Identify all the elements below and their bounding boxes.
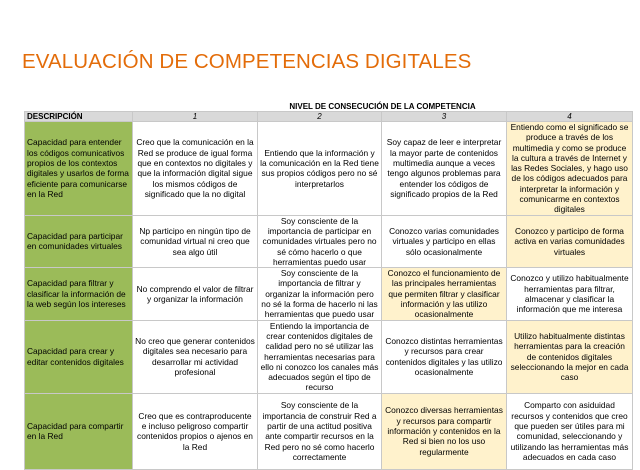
capacidad-cell: Capacidad para participar en comunidades virtuales (25, 215, 133, 267)
level-3-cell: Soy capaz de leer e interpretar la mayor parte de contenidos multimedia aunque a veces tengo algunos problemas para entender los códigos de significado propios de la Red (382, 122, 507, 216)
table-row (25, 268, 633, 320)
level-header-2: 2 (258, 112, 382, 122)
level-2-cell: Soy consciente de la importancia de construir Red a partir de una actitud positiva ante compartir recursos en la Red pero no sé como hacerlo correctamente (258, 393, 382, 469)
level-4-cell: Utilizo habitualmente distintas herramientas para la creación de contenidos digitales seleccionando la mejor en cada caso (507, 320, 633, 393)
level-header-4: 4 (507, 112, 633, 122)
nivel-header: NIVEL DE CONSECUCIÓN DE LA COMPETENCIA (133, 102, 633, 112)
table-row (25, 320, 633, 393)
level-1-cell: Np participo en ningún tipo de comunidad virtual ni creo que sea algo útil (133, 215, 258, 267)
level-1-cell: Creo que la comunicación en la Red se produce de igual forma que en contextos no digitales y que la información digital sigue los mismos códigos de significado que la no digital (133, 122, 258, 216)
level-4-cell: Entiendo como el significado se produce a través de los multimedia y como se produce la cultura a través de Internet y las Redes Sociales, y hago uso de los códigos adecuados para interpretar la información y comunicarme en contextos digitales (507, 122, 633, 216)
table-row (25, 393, 633, 469)
table-header-row (25, 112, 633, 122)
level-4-cell: Conozco y utilizo habitualmente herramientas para filtrar, almacenar y clasificar la información que me interesa (507, 268, 633, 320)
level-header-3: 3 (382, 112, 507, 122)
level-3-cell: Conozco distintas herramientas y recursos para crear contenidos digitales y las utilizo ocasionalmente (382, 320, 507, 393)
level-3-cell: Conozco varias comunidades virtuales y participo en ellas sólo ocasionalmente (382, 215, 507, 267)
capacidad-cell: Capacidad para entender los códigos comunicativos propios de los contextos digitales y usarlos de forma eficiente para comunicarse en la Red (25, 122, 133, 216)
level-4-cell: Comparto con asiduidad recursos y contenidos que creo que pueden ser útiles para mi comunidad, seleccionando y utilizando las herramientas más adecuados en cada caso (507, 393, 633, 469)
level-header-1: 1 (133, 112, 258, 122)
level-3-cell: Conozco el funcionamiento de las principales herramientas que permiten filtrar y clasificar información y las utilizo ocasionalmente (382, 268, 507, 320)
table-row (25, 215, 633, 267)
table-row (25, 122, 633, 216)
level-1-cell: No comprendo el valor de filtrar y organizar la información (133, 268, 258, 320)
level-1-cell: No creo que generar contenidos digitales sea necesario para desarrollar mi actividad profesional (133, 320, 258, 393)
nivel-header-row (25, 102, 633, 112)
level-4-cell: Conozco y participo de forma activa en varias comunidades virtuales (507, 215, 633, 267)
descripcion-header: DESCRIPCIÓN (25, 112, 133, 122)
level-3-cell: Conozco diversas herramientas y recursos para compartir información y contenidos en la Red si bien no los uso regularmente (382, 393, 507, 469)
capacidad-cell: Capacidad para crear y editar contenidos digitales (25, 320, 133, 393)
level-1-cell: Creo que es contraproducente e incluso peligroso compartir contenidos propios o ajenos en la Red (133, 393, 258, 469)
level-2-cell: Entiendo que la información y la comunicación en la Red tiene sus propios códigos pero no sé interpretarlos (258, 122, 382, 216)
level-2-cell: Soy consciente de la importancia de filtrar y organizar la información pero no sé la forma de hacerlo ni las herramientas que puedo usar (258, 268, 382, 320)
capacidad-cell: Capacidad para compartir en la Red (25, 393, 133, 469)
level-2-cell: Soy consciente de la importancia de participar en comunidades virtuales pero no sé cómo hacerlo o que herramientas puedo usar (258, 215, 382, 267)
level-2-cell: Entiendo la importancia de crear contenidos digitales de calidad pero no sé utilizar las herramientas necesarias para ello ni conozco los canales más adecuados según el tipo de recurso (258, 320, 382, 393)
capacidad-cell: Capacidad para filtrar y clasificar la información de la web según los intereses (25, 268, 133, 320)
page-title: EVALUACIÓN DE COMPETENCIAS DIGITALES (22, 50, 472, 73)
competency-table (24, 102, 633, 470)
